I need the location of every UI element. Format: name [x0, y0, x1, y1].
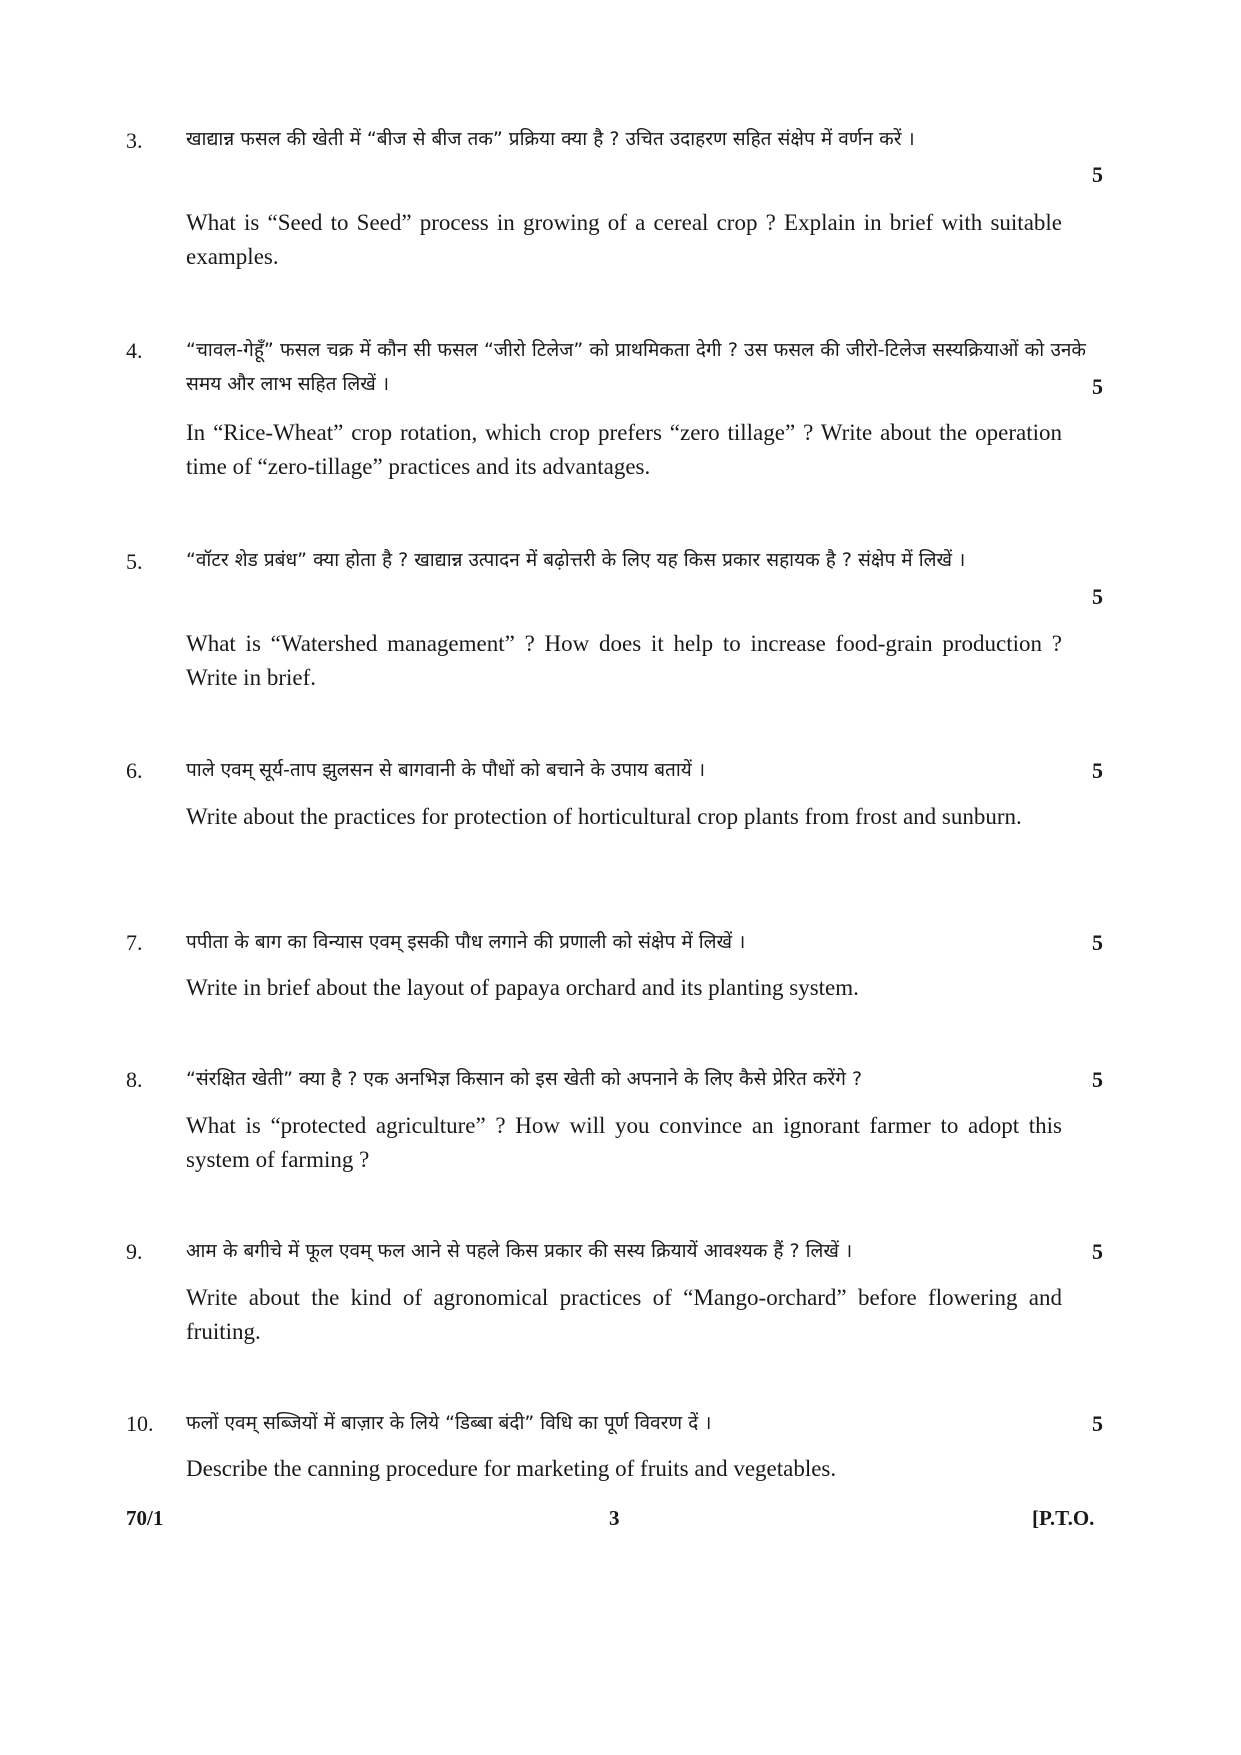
question-hindi-text: “चावल-गेहूँ” फसल चक्र में कौन सी फसल “जीरो टिलेज” को प्राथमिकता देगी ? उस फसल की जीरो-टिलेज सस्यक्रियाओं को उनके समय और लाभ सहित लिखें ।: [186, 339, 1086, 395]
question-hindi-text: आम के बगीचे में फूल एवम् फल आने से पहले किस प्रकार की सस्य क्रियायें आवश्यक हैं ? लिखें ।: [186, 1240, 853, 1262]
question-number: 8.: [126, 1067, 143, 1092]
pto-label: [P.T.O.: [1032, 1506, 1095, 1530]
question-english-text: Write in brief about the layout of papaya orchard and its planting system.: [186, 975, 859, 1000]
question-english-text: What is “Watershed management” ? How does it help to increase food-grain production ? Write in brief.: [186, 631, 1062, 690]
question-number: 9.: [126, 1239, 143, 1264]
question-marks: 5: [1092, 758, 1103, 783]
question-english-text: In “Rice-Wheat” crop rotation, which crop prefers “zero tillage” ? Write about the operation time of “zero-tillage” practices and its advantages.: [186, 420, 1062, 479]
question-hindi-text: खाद्यान्न फसल की खेती में “बीज से बीज तक” प्रक्रिया क्या है ? उचित उदाहरण सहित संक्षेप में वर्णन करें ।: [186, 128, 915, 150]
question-english-text: Write about the practices for protection of horticultural crop plants from frost and sunburn.: [186, 804, 1022, 829]
question-marks: 5: [1092, 930, 1103, 955]
question-number: 10.: [126, 1411, 154, 1436]
question-marks: 5: [1092, 1239, 1103, 1264]
question-marks: 5: [1092, 1411, 1103, 1436]
question-marks: 5: [1092, 374, 1103, 399]
question-hindi-text: “वॉटर शेड प्रबंध” क्या होता है ? खाद्यान्न उत्पादन में बढ़ोत्तरी के लिए यह किस प्रकार सहायक है ? संक्षेप में लिखें ।: [186, 549, 966, 571]
question-english-text: What is “protected agriculture” ? How will you convince an ignorant farmer to adopt this system of farming ?: [186, 1113, 1062, 1172]
question-number: 5.: [126, 549, 143, 574]
question-hindi-text: पाले एवम् सूर्य-ताप झुलसन से बागवानी के पौधों को बचाने के उपाय बतायें ।: [186, 759, 706, 781]
question-english-text: Describe the canning procedure for marketing of fruits and vegetables.: [186, 1456, 837, 1481]
question-number: 4.: [126, 338, 143, 363]
question-hindi-text: “संरक्षित खेती” क्या है ? एक अनभिज्ञ किसान को इस खेती को अपनाने के लिए कैसे प्रेरित करेंगे ?: [186, 1068, 863, 1090]
question-number: 6.: [126, 758, 143, 783]
question-number: 7.: [126, 930, 143, 955]
page-number: 3: [609, 1506, 620, 1530]
question-hindi-text: फलों एवम् सब्जियों में बाज़ार के लिये “डिब्बा बंदी” विधि का पूर्ण विवरण दें ।: [186, 1412, 712, 1434]
question-english-text: What is “Seed to Seed” process in growing of a cereal crop ? Explain in brief with suitable examples.: [186, 210, 1062, 269]
question-marks: 5: [1092, 1067, 1103, 1092]
question-marks: 5: [1092, 162, 1103, 187]
question-english-text: Write about the kind of agronomical practices of “Mango-orchard” before flowering and fruiting.: [186, 1285, 1062, 1344]
question-marks: 5: [1092, 584, 1103, 609]
question-number: 3.: [126, 128, 143, 153]
paper-code: 70/1: [126, 1506, 164, 1530]
question-hindi-text: पपीता के बाग का विन्यास एवम् इसकी पौध लगाने की प्रणाली को संक्षेप में लिखें ।: [186, 931, 746, 953]
